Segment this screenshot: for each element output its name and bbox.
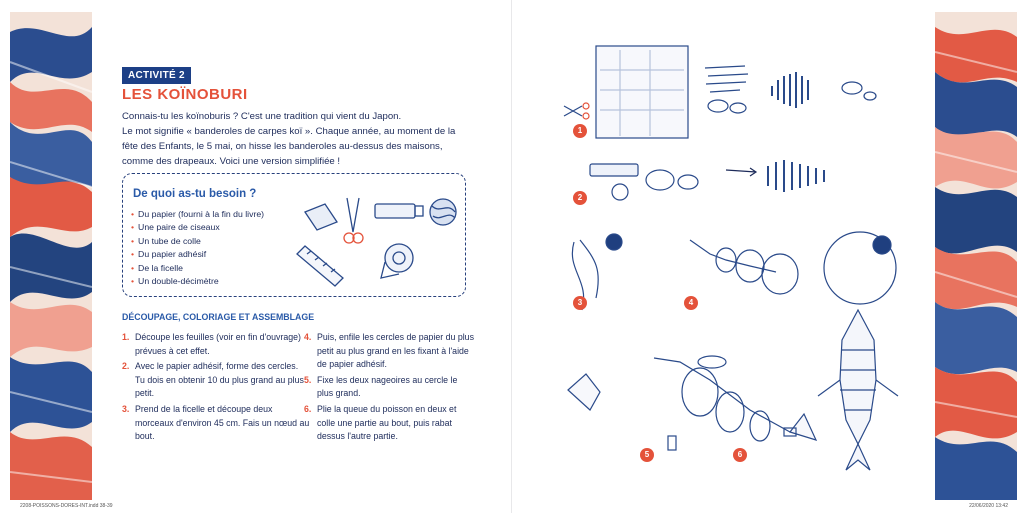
step-text: Prend de la ficelle et découpe deux morceaux d'environ 45 cm. Fais un nœud au bout. xyxy=(135,403,310,442)
step-number: 4. xyxy=(304,332,312,342)
materials-title: De quoi as-tu besoin ? xyxy=(133,188,257,200)
material-item: • Un tube de colle xyxy=(131,235,264,248)
material-item: • Du papier (fourni à la fin du livre) xyxy=(131,208,264,221)
step-text: Plie la queue du poisson en deux et colle une partie au bout, puis rabat dessus l'autre partie. xyxy=(317,403,457,442)
step-text: Découpe les feuilles (voir en fin d'ouvrage) prévues à cet effet. xyxy=(135,332,301,356)
step-badge: 1 xyxy=(573,124,587,138)
step-badge: 5 xyxy=(640,448,654,462)
decorative-pattern-left xyxy=(10,12,92,500)
steps-illustration xyxy=(560,40,920,480)
decorative-pattern-right xyxy=(935,12,1017,500)
intro-paragraph-1: Connais-tu les koïnoburis ? C'est une tradition qui vient du Japon. xyxy=(122,111,402,122)
steps-column-1 xyxy=(122,331,310,446)
step-number: 1. xyxy=(122,332,130,342)
step-item xyxy=(122,331,310,358)
step-number: 6. xyxy=(304,403,312,414)
footer-date: 22/06/2020 13:42 xyxy=(969,503,1008,509)
step-item xyxy=(122,360,310,401)
step-text: Puis, enfile les cercles de papier du plus petit au plus grand en les fixant à l'aide de papier adhésif. xyxy=(317,332,474,370)
step-badge: 3 xyxy=(573,296,587,310)
steps-column-2 xyxy=(304,331,474,446)
intro-paragraph-2: Le mot signifie « banderoles de carpes koï ». Chaque année, au moment de la fête des Enfants, le 5 mai, on hisse les banderoles au-dessus des maisons, comme des drapeaux. Voici une version simplifiée ! xyxy=(122,126,456,167)
materials-illustration xyxy=(295,192,461,288)
scissors-icon xyxy=(564,103,589,119)
step-badge: 6 xyxy=(733,448,747,462)
step-item xyxy=(304,331,474,372)
materials-list xyxy=(131,208,264,288)
step-item xyxy=(304,374,474,401)
scissors-icon xyxy=(344,198,363,243)
step-number: 3. xyxy=(122,403,130,414)
page-title: LES KOÏNOBURI xyxy=(122,86,248,103)
step-number: 5. xyxy=(304,374,312,385)
materials-box xyxy=(122,173,466,297)
step-item xyxy=(122,403,310,444)
material-item: • De la ficelle xyxy=(131,262,264,275)
ruler-icon xyxy=(297,246,343,286)
step-item xyxy=(304,403,474,444)
page-gutter xyxy=(511,0,512,513)
material-item: • Du papier adhésif xyxy=(131,248,264,261)
step-text: Avec le papier adhésif, forme des cercles. Tu dois en obtenir 10 du plus grand au plus petit. xyxy=(135,361,304,399)
step-text: Fixe les deux nageoires au cercle le plus grand. xyxy=(317,374,458,399)
tape-roll-icon xyxy=(381,244,413,278)
step-badge: 4 xyxy=(684,296,698,310)
footer-file: 2208-POISSONS-DORES-INT.indd 38-39 xyxy=(20,503,113,509)
glue-stick-icon xyxy=(375,204,423,218)
material-item: • Une paire de ciseaux xyxy=(131,221,264,234)
section-heading: DÉCOUPAGE, COLORIAGE ET ASSEMBLAGE xyxy=(122,312,315,322)
activity-tag: ACTIVITÉ 2 xyxy=(122,67,191,84)
material-item: • Un double-décimètre xyxy=(131,275,264,288)
step-number: 2. xyxy=(122,361,130,372)
string-ball-icon xyxy=(430,199,456,225)
intro-text xyxy=(122,109,462,169)
step-badge: 2 xyxy=(573,191,587,205)
